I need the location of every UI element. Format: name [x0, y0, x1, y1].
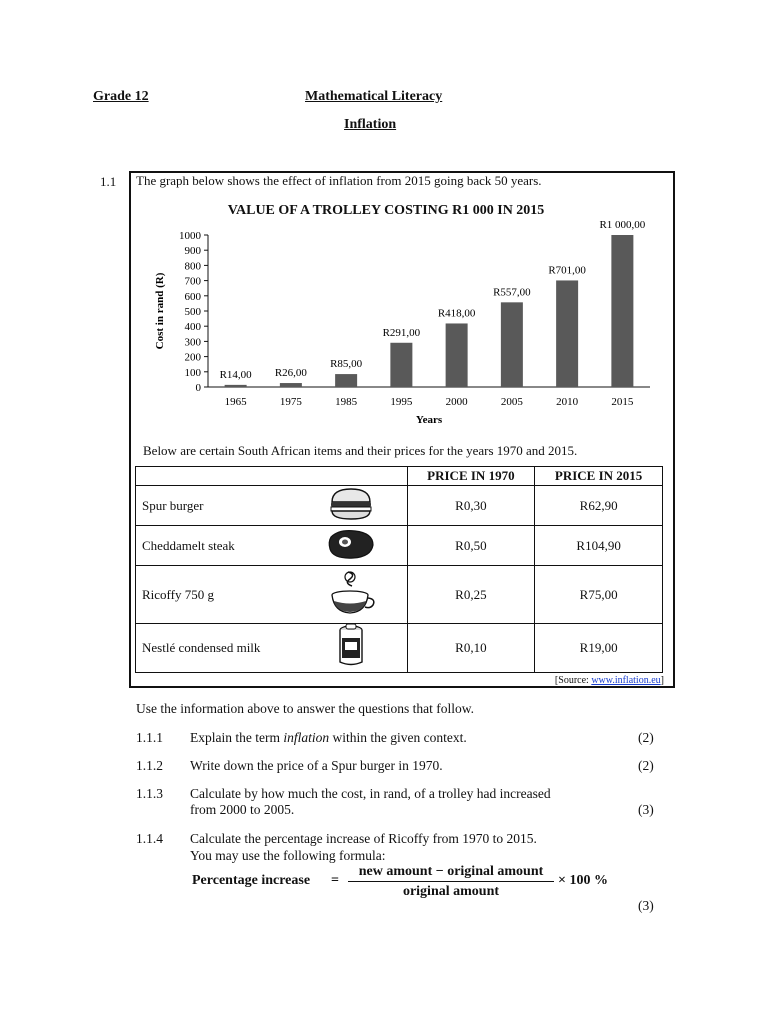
formula-fraction-bar	[348, 881, 554, 882]
y-tick-label: 600	[184, 290, 201, 303]
data-label: R85,00	[330, 358, 363, 371]
x-tick-label: 1965	[224, 396, 247, 408]
y-tick-label: 100	[184, 366, 201, 379]
price-2015: R19,00	[535, 624, 663, 673]
y-tick-label: 500	[184, 306, 201, 318]
question-1-1-3-line2: from 2000 to 2005.	[190, 802, 295, 817]
formula-numerator: new amount − original amount	[358, 864, 544, 879]
x-tick-label: 2005	[500, 396, 523, 408]
x-tick-label: 1975	[279, 396, 302, 408]
data-label: R418,00	[437, 307, 476, 320]
data-label: R14,00	[219, 368, 252, 381]
x-axis-title: Years	[415, 414, 443, 426]
price-2015: R104,90	[535, 526, 663, 566]
formula-multiplier: × 100 %	[558, 873, 608, 888]
data-label: R701,00	[548, 264, 586, 277]
price-2015: R62,90	[535, 486, 663, 526]
y-axis-title: Cost in rand (R)	[154, 272, 166, 350]
bar	[556, 280, 578, 387]
question-1-1-4-marks: (3)	[638, 898, 654, 913]
bar	[335, 374, 357, 387]
question-1-1-2-text: Write down the price of a Spur burger in 1970.	[190, 758, 443, 773]
question-1-1-3-number: 1.1.3	[136, 786, 163, 801]
table-row	[136, 486, 663, 526]
formula-equals: =	[331, 873, 339, 888]
price-1970: R0,30	[407, 486, 535, 526]
price-2015: R75,00	[535, 566, 663, 624]
item-name: Spur burger	[136, 486, 296, 526]
data-label: R557,00	[493, 286, 531, 299]
bar	[446, 323, 468, 387]
table-intro-text: Below are certain South African items and their prices for the years 1970 and 2015.	[143, 443, 578, 458]
table-row	[136, 526, 663, 566]
chart-title-wrap	[0, 203, 768, 219]
source-link[interactable]: www.inflation.eu	[591, 675, 661, 686]
x-tick-label: 2015	[611, 396, 634, 408]
formula-denominator: original amount	[402, 884, 500, 899]
table-header-row	[136, 467, 663, 486]
source-citation: [Source: www.inflation.eu]	[554, 675, 664, 686]
bar	[501, 302, 523, 387]
question-1-1-3-line1: Calculate by how much the cost, in rand, of a trolley had increased	[190, 786, 551, 801]
x-tick-label: 1985	[335, 396, 358, 408]
question-1-1-2-marks: (2)	[638, 758, 654, 773]
formula-lhs: Percentage increase	[192, 873, 311, 888]
bar	[611, 235, 633, 387]
subject-heading: Mathematical Literacy	[305, 89, 443, 104]
chart-title: VALUE OF A TROLLEY COSTING R1 000 IN 2015	[227, 203, 545, 218]
question-1-1-4-number: 1.1.4	[136, 831, 163, 846]
x-tick-label: 2010	[556, 396, 579, 408]
table-row	[136, 566, 663, 624]
bar	[280, 383, 302, 387]
price-1970: R0,10	[407, 624, 535, 673]
x-tick-label: 2000	[445, 396, 468, 408]
data-label: R1 000,00	[599, 220, 646, 231]
coffee-cup-icon	[295, 566, 407, 624]
instructions-text: Use the information above to answer the questions that follow.	[136, 701, 475, 716]
question-1-1-1-marks: (2)	[638, 730, 654, 745]
steak-icon	[295, 526, 407, 566]
header-price-1970: PRICE IN 1970	[407, 467, 535, 486]
header-price-2015: PRICE IN 2015	[535, 467, 663, 486]
question-number: 1.1	[100, 174, 117, 189]
x-tick-label: 1995	[390, 396, 413, 408]
condensed-milk-can-icon	[295, 624, 407, 673]
price-1970: R0,25	[407, 566, 535, 624]
question-1-1-4-line2: You may use the following formula:	[190, 848, 386, 863]
bar	[390, 343, 412, 387]
intro-text: The graph below shows the effect of inflation from 2015 going back 50 years.	[136, 173, 542, 188]
price-table	[135, 466, 663, 673]
question-1-1-1-number: 1.1.1	[136, 730, 163, 745]
table-row	[136, 624, 663, 673]
y-tick-label: 200	[184, 351, 201, 364]
bar	[225, 385, 247, 387]
y-tick-label: 1000	[179, 230, 201, 242]
data-label: R291,00	[382, 326, 421, 339]
y-tick-label: 700	[184, 275, 201, 288]
question-1-1-1-text: Explain the term inflation within the given context.	[190, 730, 467, 745]
trolley-bar-chart	[140, 220, 670, 430]
data-label: R26,00	[274, 367, 307, 380]
item-name: Cheddamelt steak	[136, 526, 296, 566]
price-1970: R0,50	[407, 526, 535, 566]
question-1-1-2-number: 1.1.2	[136, 758, 163, 773]
y-tick-label: 800	[184, 260, 201, 273]
y-tick-label: 300	[184, 336, 201, 349]
item-name: Nestlé condensed milk	[136, 624, 296, 673]
question-1-1-3-marks: (3)	[638, 802, 654, 817]
question-1-1-4-line1: Calculate the percentage increase of Ricoffy from 1970 to 2015.	[190, 831, 537, 846]
y-tick-label: 900	[184, 245, 201, 258]
topic-heading: Inflation	[344, 117, 397, 132]
grade-heading: Grade 12	[93, 89, 149, 104]
y-tick-label: 0	[195, 382, 201, 394]
y-tick-label: 400	[184, 321, 201, 334]
item-name: Ricoffy 750 g	[136, 566, 296, 624]
burger-icon	[295, 486, 407, 526]
